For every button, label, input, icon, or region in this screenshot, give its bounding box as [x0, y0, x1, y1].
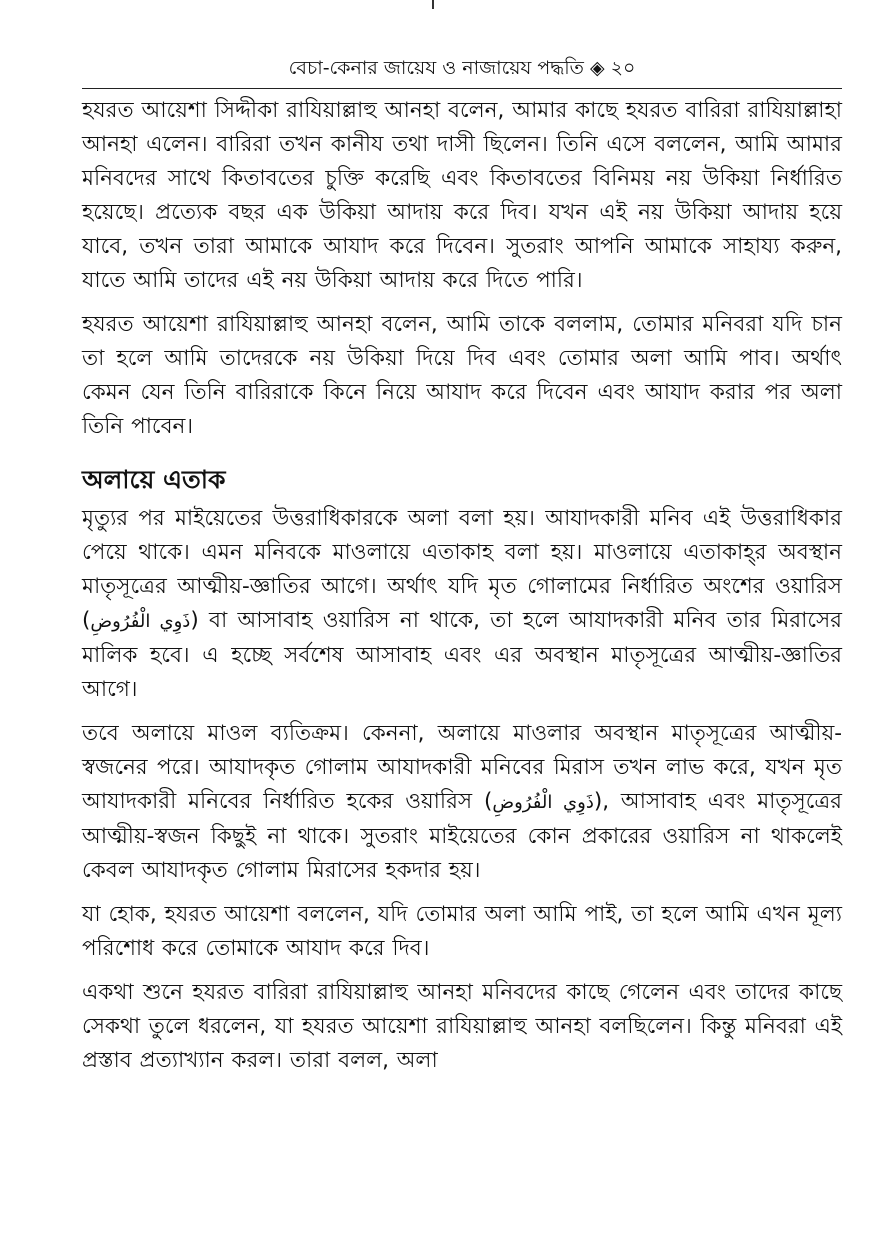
paragraph-2: হযরত আয়েশা রাযিয়াল্লাহু আনহা বলেন, আমি তাকে বললাম, তোমার মনিবরা যদি চান তা হলে আমি তাদেরকে নয় উকিয়া দিয়ে দিব এবং তোমার অলা আমি পাব। অর্থাৎ কেমন যেন তিনি বারিরাকে কিনে নিয়ে আযাদ করে দিবেন এবং আযাদ করার পর অলা তিনি পাবেন।: [82, 312, 842, 439]
paragraph-1: হযরত আয়েশা সিদ্দীকা রাযিয়াল্লাহু আনহা বলেন, আমার কাছে হযরত বারিরা রাযিয়াল্লাহা আনহা এলেন। বারিরা তখন কানীয তথা দাসী ছিলেন। তিনি এসে বললেন, আমি আমার মনিবদের সাথে কিতাবতের চুক্তি করেছি এবং কিতাবতের বিনিময় নয় উকিয়া নির্ধারিত হয়েছে। প্রত্যেক বছর এক উকিয়া আদায় করে দিব। যখন এই নয় উকিয়া আদায় হয়ে যাবে, তখন তারা আমাকে আযাদ করে দিবেন। সুতরাং আপনি আমাকে সাহায্য করুন, যাতে আমি তাদের এই নয় উকিয়া আদায় করে দিতে পারি।: [82, 98, 842, 293]
page-top-mark: [432, 0, 434, 9]
running-header: বেচা-কেনার জায়েয ও নাজায়েয পদ্ধতি ◈ ২০: [288, 57, 636, 79]
paragraph-3-part-b: ) বা আসাবাহ ওয়ারিস না থাকে, তা হলে আযাদকারী মনিব তার মিরাসের মালিক হবে। এ হচ্ছে সর্বশেষ আসাবাহ এবং এর অবস্থান মাতৃসূত্রের আত্মীয়-জ্ঞাতির আগে।: [82, 608, 842, 702]
arabic-term-2: ذَوِي الْفُرُوضِ: [492, 792, 594, 813]
paragraph-4-part-a: তবে অলায়ে মাওল ব্যতিক্রম। কেননা, অলায়ে মাওলার অবস্থান মাতৃসূত্রের আত্মীয়-স্বজনের পরে। আযাদকৃত গোলাম আযাদকারী মনিবের মিরাস তখন লাভ করে, যখন মৃত আযাদকারী মনিবের নির্ধারিত হকের ওয়ারিস (: [82, 721, 842, 814]
paragraph-4: [82, 717, 842, 888]
arabic-term: ذَوِي الْفُرُوضِ: [90, 611, 191, 632]
paragraph-3-part-a: মৃত্যুর পর মাইয়েতের উত্তরাধিকারকে অলা বলা হয়। আযাদকারী মনিব এই উত্তরাধিকার পেয়ে থাকে। এমন মনিবকে মাওলায়ে এতাকাহ বলা হয়। মাওলায়ে এতাকাহ্‌র অবস্থান মাতৃসূত্রের আত্মীয়-জ্ঞাতির আগে। অর্থাৎ যদি মৃত গোলামের নির্ধারিত অংশের ওয়ারিস (: [82, 506, 842, 633]
paragraph-4-part-b: ), আসাবাহ এবং মাতৃসূত্রের আত্মীয়-স্বজন কিছুই না থাকে। সুতরাং মাইয়েতের কোন প্রকারের ওয়ারিস না থাকলেই কেবল আযাদকৃত গোলাম মিরাসের হকদার হয়।: [82, 789, 842, 883]
section-heading: অলায়ে এতাক: [82, 465, 226, 494]
paragraph-6: একথা শুনে হযরত বারিরা রাযিয়াল্লাহু আনহা মনিবদের কাছে গেলেন এবং তাদের কাছে সেকথা তুলে ধরলেন, যা হযরত আয়েশা রাযিয়াল্লাহু আনহা বলছিলেন। কিন্তু মনিবরা এই প্রস্তাব প্রত্যাখ্যান করল। তারা বলল, অলা: [82, 980, 842, 1073]
header-rule: [82, 88, 842, 89]
paragraph-3: [82, 502, 842, 707]
paragraph-5: যা হোক, হযরত আয়েশা বললেন, যদি তোমার অলা আমি পাই, তা হলে আমি এখন মূল্য পরিশোধ করে তোমাকে আযাদ করে দিব।: [82, 902, 842, 961]
page-body: [82, 94, 842, 1088]
